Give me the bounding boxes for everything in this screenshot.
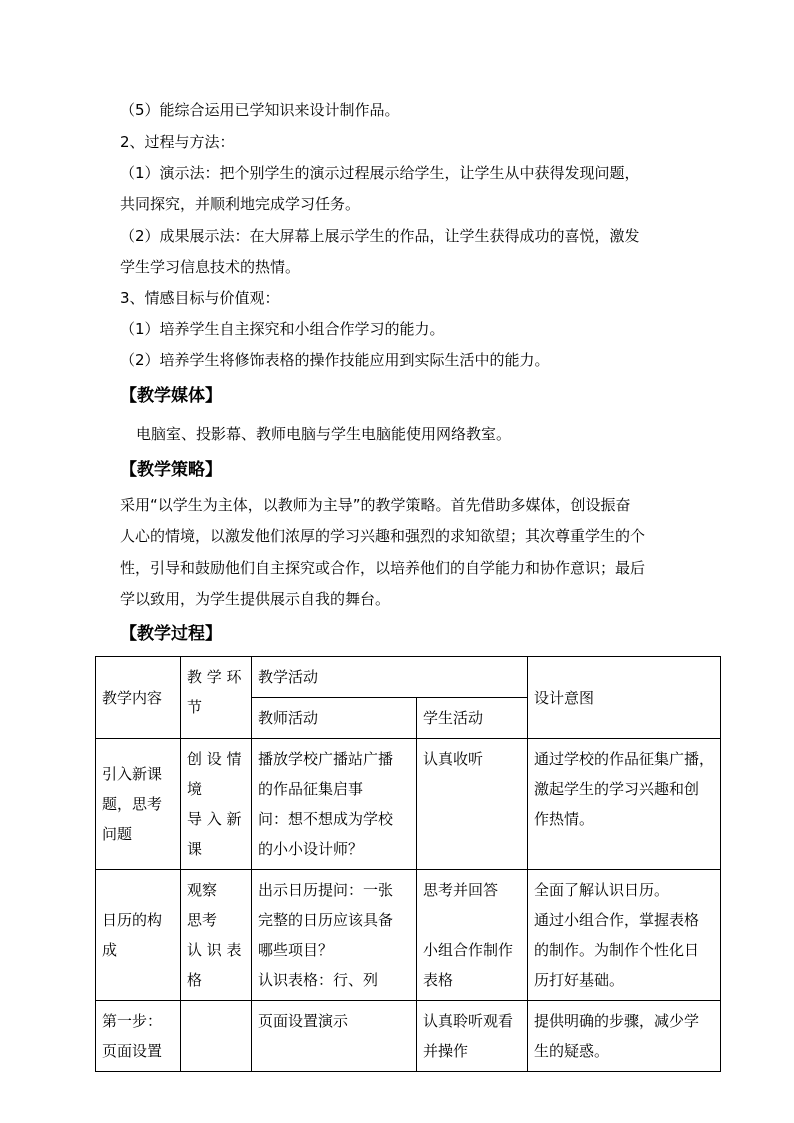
- header-student: 学生活动: [417, 698, 528, 739]
- row-teacher-activity: 播放学校广播站广播 的作品征集启事 问：想不想成为学校 的小小设计师？: [252, 739, 417, 870]
- emotion-item-1: （1）培养学生自主探究和小组合作学习的能力。: [120, 320, 445, 338]
- strategy-line-4: 学以致用，为学生提供展示自我的舞台。: [120, 590, 391, 608]
- table-row: [96, 870, 721, 1001]
- objective-item-5: （5）能综合运用已学知识来设计制作品。: [120, 101, 400, 119]
- teaching-process-table: [95, 656, 721, 1072]
- process-method-1-line1: （1）演示法：把个别学生的演示过程展示给学生，让学生从中获得发现问题，: [120, 164, 640, 182]
- header-teacher: 教师活动: [252, 698, 417, 739]
- strategy-line-1: 采用“以学生为主体，以教师为主导”的教学策略。首先借助多媒体，创设振奋: [120, 496, 631, 514]
- row-intent: 通过学校的作品征集广播， 激起学生的学习兴趣和创 作热情。: [528, 739, 721, 870]
- row-teacher-activity: 出示日历提问：一张 完整的日历应该具备 哪些项目？ 认识表格：行、列: [252, 870, 417, 1001]
- strategy-heading: 【教学策略】: [120, 460, 222, 480]
- emotion-item-2: （2）培养学生将修饰表格的操作技能应用到实际生活中的能力。: [120, 351, 550, 369]
- strategy-line-2: 人心的情境，以激发他们浓厚的学习兴趣和强烈的求知欲望；其次尊重学生的个: [120, 527, 646, 545]
- row-stage: 创 设 情 境 导 入 新 课: [181, 739, 252, 870]
- row-intent: 提供明确的步骤，减少学 生的疑惑。: [528, 1001, 721, 1072]
- emotion-heading: 3、情感目标与价值观：: [120, 289, 280, 307]
- process-method-heading: 2、过程与方法：: [120, 133, 235, 151]
- row-content: 第一步： 页面设置: [96, 1001, 181, 1072]
- row-student-activity: 认真收听: [417, 739, 528, 870]
- table-header-row: [96, 657, 721, 698]
- strategy-line-3: 性，引导和鼓励他们自主探究或合作，以培养他们的自学能力和协作意识；最后: [120, 559, 646, 577]
- row-stage: [181, 1001, 252, 1072]
- row-content: 日历的构 成: [96, 870, 181, 1001]
- header-stage: 教 学 环 节: [181, 657, 252, 739]
- header-intent: 设计意图: [528, 657, 721, 739]
- row-student-activity: 思考并回答 小组合作制作 表格: [417, 870, 528, 1001]
- process-method-2-line2: 学生学习信息技术的热情。: [120, 258, 301, 276]
- table-row: [96, 1001, 721, 1072]
- row-content: 引入新课 题，思考 问题: [96, 739, 181, 870]
- process-heading: 【教学过程】: [120, 624, 222, 644]
- row-intent: 全面了解认识日历。 通过小组合作，掌握表格 的制作。为制作个性化日 历打好基础。: [528, 870, 721, 1001]
- media-text: 电脑室、投影幕、教师电脑与学生电脑能使用网络教室。: [136, 425, 512, 443]
- row-stage: 观察 思考 认 识 表 格: [181, 870, 252, 1001]
- media-heading: 【教学媒体】: [120, 386, 222, 406]
- table-row: [96, 739, 721, 870]
- process-method-2-line1: （2）成果展示法：在大屏幕上展示学生的作品，让学生获得成功的喜悦，激发: [120, 227, 640, 245]
- process-method-1-line2: 共同探究，并顺利地完成学习任务。: [120, 195, 361, 213]
- header-content: 教学内容: [96, 657, 181, 739]
- row-teacher-activity: 页面设置演示: [252, 1001, 417, 1072]
- row-student-activity: 认真聆听观看 并操作: [417, 1001, 528, 1072]
- header-activity: 教学活动: [252, 657, 528, 698]
